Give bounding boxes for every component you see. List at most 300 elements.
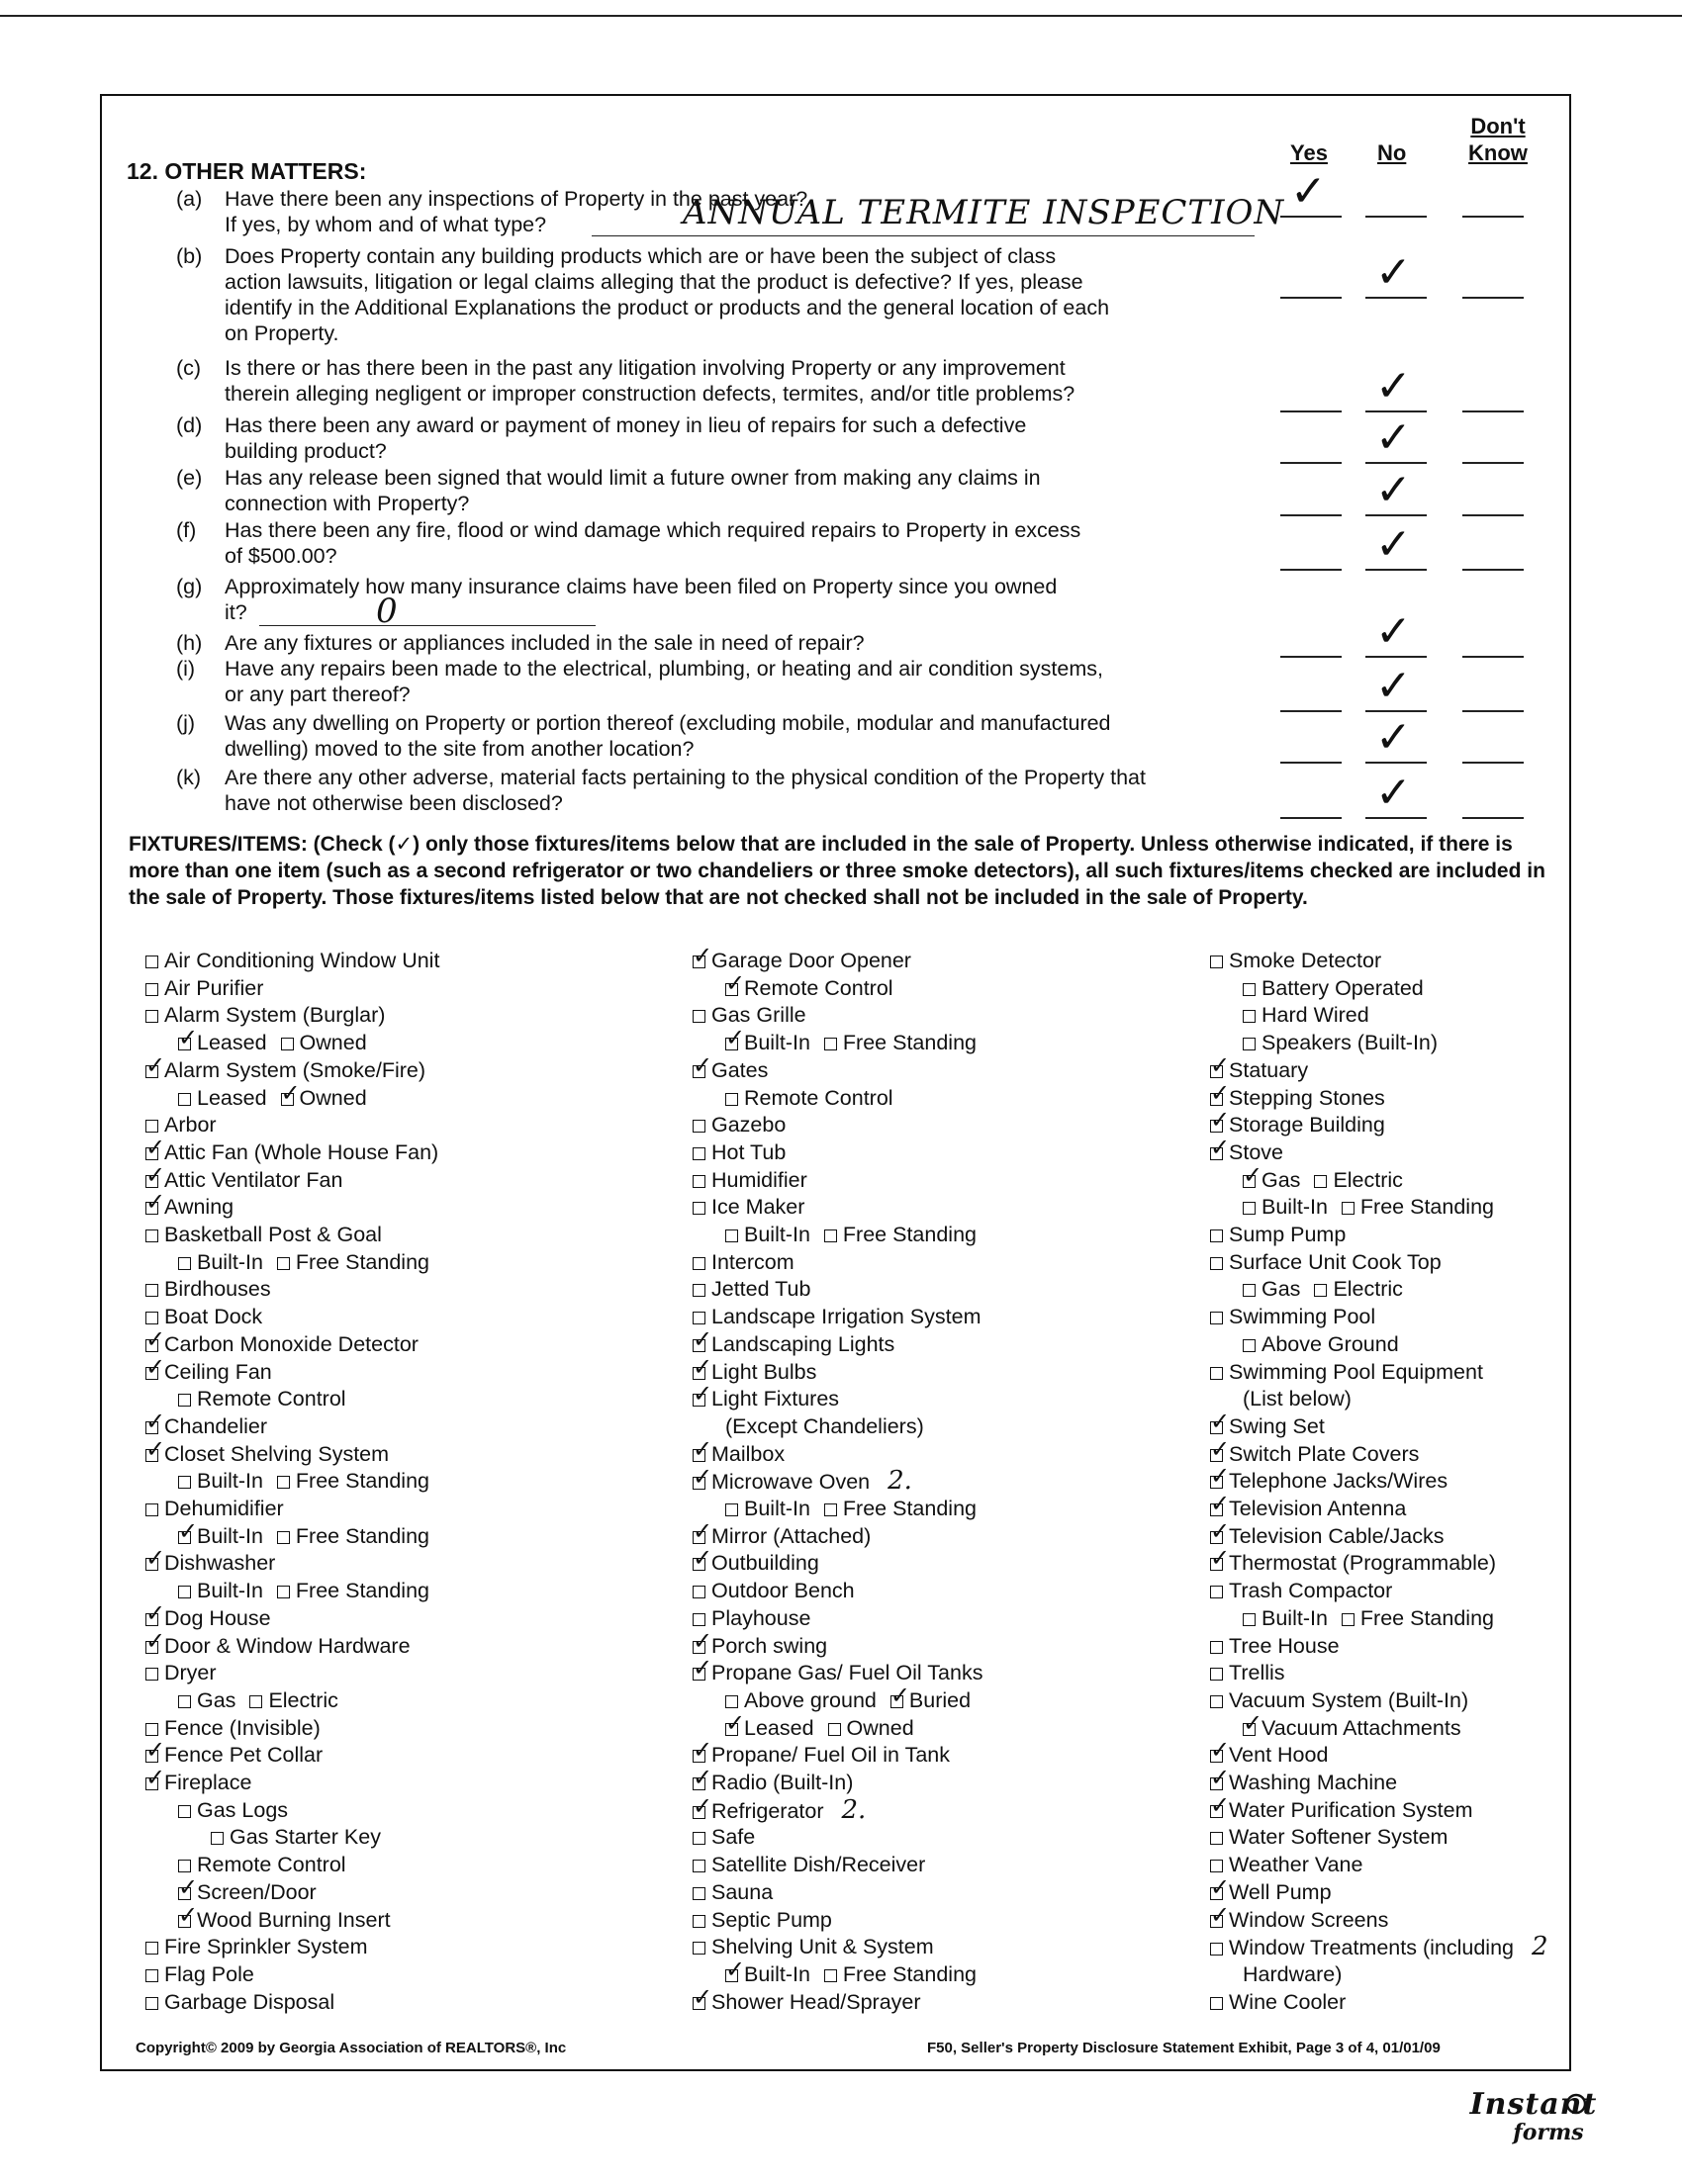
fixture-label: Built-In xyxy=(744,1223,810,1246)
answer-blank-dk[interactable] xyxy=(1462,569,1524,571)
fixture-label: Birdhouses xyxy=(164,1277,271,1302)
fixture-row xyxy=(145,1331,419,1357)
check-mark-icon: ✓ xyxy=(1290,166,1327,217)
fixture-label: Ceiling Fan xyxy=(164,1359,272,1384)
checkbox[interactable] xyxy=(693,956,705,968)
checkbox[interactable] xyxy=(693,1531,705,1544)
checkbox[interactable] xyxy=(145,1367,158,1380)
fixture-label: Intercom xyxy=(711,1249,794,1274)
fixture-row xyxy=(725,1222,977,1247)
fixture-item xyxy=(178,1523,263,1549)
fixture-item xyxy=(178,1797,288,1823)
checkbox[interactable] xyxy=(824,1503,837,1516)
checkbox[interactable] xyxy=(277,1531,290,1544)
checkbox[interactable] xyxy=(1210,1229,1223,1242)
fixture-label: Gas Logs xyxy=(197,1797,289,1822)
checkbox[interactable] xyxy=(1210,1887,1223,1900)
answer-blank-no[interactable] xyxy=(1365,216,1427,218)
fixture-row xyxy=(693,1633,827,1659)
check-mark-icon: ✓ xyxy=(1375,606,1412,657)
fixture-item xyxy=(145,1770,251,1795)
fixture-item xyxy=(145,1276,271,1302)
fixture-label: Dehumidifier xyxy=(164,1497,284,1520)
fixture-label: Gas xyxy=(197,1687,236,1712)
fixture-label: Air Conditioning Window Unit xyxy=(164,949,440,972)
checkbox[interactable] xyxy=(145,1284,158,1297)
fixture-label: Buried xyxy=(908,1687,972,1712)
checkbox[interactable] xyxy=(145,983,158,996)
answer-blank-dk[interactable] xyxy=(1462,297,1524,299)
checkbox[interactable] xyxy=(693,1777,705,1790)
checkbox[interactable] xyxy=(693,1367,705,1380)
fixture-item xyxy=(145,1167,342,1193)
fixture-item xyxy=(693,1824,755,1850)
checkbox[interactable] xyxy=(145,1202,158,1215)
fixture-item xyxy=(178,1907,391,1933)
checkbox[interactable] xyxy=(1210,1503,1223,1516)
fixture-item xyxy=(178,1578,263,1603)
checkbox[interactable] xyxy=(178,1695,191,1708)
fixture-label: Wine Cooler xyxy=(1229,1989,1347,2014)
fixture-row xyxy=(178,1085,367,1111)
fixture-row xyxy=(1210,1770,1397,1795)
question-text-line: Does Property contain any building products which are or have been the subject of class xyxy=(225,244,1057,268)
checkbox[interactable] xyxy=(693,1449,705,1462)
fixture-row xyxy=(178,1687,338,1713)
checkbox[interactable] xyxy=(693,1915,705,1928)
checkbox[interactable] xyxy=(145,1641,158,1654)
answer-blank-yes[interactable] xyxy=(1280,710,1342,712)
fixture-label: Built-In xyxy=(197,1579,263,1603)
fixture-row xyxy=(693,1770,853,1795)
fixture-item xyxy=(1342,1605,1494,1631)
checkbox[interactable] xyxy=(725,1695,738,1708)
checkbox[interactable] xyxy=(1210,1915,1223,1928)
checkbox[interactable] xyxy=(1210,1805,1223,1818)
fixture-row xyxy=(145,948,439,973)
fixture-item xyxy=(693,1523,871,1549)
fixture-item xyxy=(1210,1496,1406,1521)
fixture-label: Built-In xyxy=(197,1469,263,1494)
checkbox[interactable] xyxy=(693,1668,705,1681)
checkbox[interactable] xyxy=(693,1942,705,1955)
checkbox[interactable] xyxy=(1210,1586,1223,1598)
fixture-row xyxy=(1243,1002,1369,1028)
checkbox[interactable] xyxy=(693,1065,705,1078)
fixture-label: Weather Vane xyxy=(1229,1853,1363,1877)
fixture-label: Water Purification System xyxy=(1229,1797,1473,1822)
checkbox[interactable] xyxy=(693,1339,705,1352)
checkbox[interactable] xyxy=(277,1257,290,1270)
fixture-row xyxy=(145,1961,254,1987)
fixture-item xyxy=(178,1030,267,1055)
fixture-item xyxy=(145,1633,411,1659)
fixture-item xyxy=(1210,1359,1483,1385)
checkbox[interactable] xyxy=(693,1312,705,1324)
checkbox[interactable] xyxy=(1210,1367,1223,1380)
answer-blank-dk[interactable] xyxy=(1462,710,1524,712)
checkbox[interactable] xyxy=(1210,1421,1223,1434)
fixture-item xyxy=(178,1879,317,1905)
answer-blank-dk[interactable] xyxy=(1462,514,1524,516)
checkbox[interactable] xyxy=(693,1613,705,1626)
checkbox[interactable] xyxy=(693,1394,705,1407)
question-letter: (b) xyxy=(176,244,203,268)
checkbox[interactable] xyxy=(693,1257,705,1270)
fixture-row xyxy=(1210,1304,1375,1329)
check-mark-icon: ✓ xyxy=(1375,465,1412,515)
checkbox[interactable] xyxy=(145,1147,158,1160)
answer-blank-yes[interactable] xyxy=(1280,762,1342,764)
checkbox[interactable] xyxy=(1210,1065,1223,1078)
checkbox[interactable] xyxy=(824,1038,837,1050)
checkbox[interactable] xyxy=(145,1942,158,1955)
fixture-item xyxy=(1210,1112,1385,1138)
checkbox[interactable] xyxy=(1210,1832,1223,1845)
question-d xyxy=(176,412,1245,464)
fixture-label: Gas Starter Key xyxy=(230,1825,381,1850)
checkbox[interactable] xyxy=(693,1284,705,1297)
fixture-label: Built-In xyxy=(744,1031,810,1055)
checkbox[interactable] xyxy=(145,1613,158,1626)
checkbox[interactable] xyxy=(725,1093,738,1106)
fixture-label: Air Purifier xyxy=(164,975,264,1000)
fixture-label: Microwave Oven xyxy=(711,1470,871,1495)
checkbox[interactable] xyxy=(693,1202,705,1215)
handwritten-answer[interactable]: ANNUAL TERMITE INSPECTION xyxy=(683,193,1285,232)
column-yes: Yes xyxy=(1290,140,1328,165)
checkbox[interactable] xyxy=(249,1695,262,1708)
fixture-row xyxy=(693,1304,981,1329)
checkbox[interactable] xyxy=(1210,1120,1223,1133)
checkbox[interactable] xyxy=(693,1997,705,2010)
checkbox[interactable] xyxy=(145,1339,158,1352)
check-mark-icon: ✓ xyxy=(1375,412,1412,463)
fixture-row xyxy=(1210,1249,1442,1275)
checkbox[interactable] xyxy=(1210,1943,1223,1956)
checkbox[interactable] xyxy=(693,1832,705,1845)
checkbox[interactable] xyxy=(693,1586,705,1598)
checkbox[interactable] xyxy=(1210,1860,1223,1872)
checkbox[interactable] xyxy=(725,1038,738,1050)
checkbox[interactable] xyxy=(178,1860,191,1872)
question-letter: (c) xyxy=(176,356,202,380)
fixture-label: Porch swing xyxy=(711,1633,828,1658)
checkbox[interactable] xyxy=(890,1695,903,1708)
checkbox[interactable] xyxy=(1210,1641,1223,1654)
fixture-row xyxy=(693,1386,839,1411)
checkbox[interactable] xyxy=(1210,1147,1223,1160)
checkbox[interactable] xyxy=(824,1969,837,1982)
fixture-label: Carbon Monoxide Detector xyxy=(164,1331,419,1356)
fixture-item xyxy=(693,1331,894,1357)
fixture-item xyxy=(693,1167,807,1193)
checkbox[interactable] xyxy=(178,1915,191,1928)
checkbox[interactable] xyxy=(145,1503,158,1516)
answer-blank-yes[interactable] xyxy=(1280,817,1342,819)
fixture-label: Electric xyxy=(1333,1277,1403,1302)
fixture-label: Light Fixtures xyxy=(711,1387,840,1411)
fixture-item xyxy=(1210,1633,1340,1659)
fixture-row xyxy=(725,1496,977,1521)
checkbox[interactable] xyxy=(145,1969,158,1982)
fixture-label: Free Standing xyxy=(842,1961,977,1986)
checkbox[interactable] xyxy=(1210,1695,1223,1708)
checkbox[interactable] xyxy=(1243,1339,1256,1352)
question-text-line: Are there any other adverse, material facts pertaining to the physical condition of the Property that xyxy=(225,766,1146,789)
checkbox[interactable] xyxy=(693,1806,705,1819)
answer-blank-yes[interactable] xyxy=(1280,462,1342,464)
fixture-label: Vacuum System (Built-In) xyxy=(1229,1687,1469,1712)
checkbox[interactable] xyxy=(145,1558,158,1571)
answer-blank-dk[interactable] xyxy=(1462,216,1524,218)
question-text-line: Has any release been signed that would limit a future owner from making any claims in xyxy=(225,466,1041,490)
fixture-row xyxy=(145,1441,389,1467)
fixture-row xyxy=(1243,1331,1399,1357)
checkbox[interactable] xyxy=(145,1421,158,1434)
checkbox[interactable] xyxy=(145,1777,158,1790)
question-b xyxy=(176,243,1245,346)
checkbox[interactable] xyxy=(145,1120,158,1133)
fixture-row xyxy=(1210,1578,1392,1603)
checkbox[interactable] xyxy=(725,1229,738,1242)
handwritten-quantity: 2. xyxy=(841,1794,867,1825)
checkbox[interactable] xyxy=(693,1147,705,1160)
fixture-item xyxy=(145,1359,272,1385)
checkbox[interactable] xyxy=(1210,1750,1223,1763)
fixture-row xyxy=(693,1057,768,1083)
fixture-item xyxy=(693,1386,839,1411)
question-text-line: Was any dwelling on Property or portion thereof (excluding mobile, modular and manufactured xyxy=(225,711,1111,735)
fixture-item xyxy=(693,1057,768,1083)
fixture-row xyxy=(1243,1605,1494,1631)
answer-blank-dk[interactable] xyxy=(1462,762,1524,764)
checkbox[interactable] xyxy=(178,1038,191,1050)
handwritten-answer[interactable]: 0 xyxy=(376,592,399,631)
checkbox[interactable] xyxy=(1342,1202,1355,1215)
checkbox[interactable] xyxy=(145,1175,158,1188)
checkbox[interactable] xyxy=(1210,1257,1223,1270)
checkbox[interactable] xyxy=(1243,1175,1256,1188)
fixture-row xyxy=(693,1824,755,1850)
checkbox[interactable] xyxy=(725,1503,738,1516)
checkbox[interactable] xyxy=(178,1476,191,1489)
checkbox[interactable] xyxy=(145,1449,158,1462)
fixture-label: Built-In xyxy=(1262,1605,1328,1630)
fixture-item xyxy=(693,1112,786,1138)
fixture-item xyxy=(178,1085,267,1111)
checkbox[interactable] xyxy=(1210,1668,1223,1681)
fixture-label: Electric xyxy=(1333,1167,1403,1192)
checkbox[interactable] xyxy=(1243,1010,1256,1023)
checkbox[interactable] xyxy=(281,1093,294,1106)
answer-blank-yes[interactable] xyxy=(1280,410,1342,412)
checkbox[interactable] xyxy=(1342,1613,1355,1626)
checkbox[interactable] xyxy=(145,1750,158,1763)
answer-blank-dk[interactable] xyxy=(1462,462,1524,464)
checkbox[interactable] xyxy=(693,1010,705,1023)
checkbox[interactable] xyxy=(693,1641,705,1654)
answer-blank-yes[interactable] xyxy=(1280,569,1342,571)
fixture-item xyxy=(725,1961,810,1987)
fixture-label: Leased xyxy=(744,1715,814,1740)
checkbox[interactable] xyxy=(725,1723,738,1736)
fixture-row xyxy=(145,1770,251,1795)
checkbox[interactable] xyxy=(178,1586,191,1598)
fixture-item xyxy=(693,1770,853,1795)
answer-blank-dk[interactable] xyxy=(1462,410,1524,412)
checkbox[interactable] xyxy=(828,1723,841,1736)
fixture-label: Telephone Jacks/Wires xyxy=(1229,1469,1448,1494)
checkbox[interactable] xyxy=(1210,956,1223,968)
checkbox[interactable] xyxy=(277,1476,290,1489)
checkbox[interactable] xyxy=(693,1120,705,1133)
fixture-item xyxy=(1342,1194,1494,1220)
fixture-label: Remote Control xyxy=(197,1387,346,1411)
answer-blank-yes[interactable] xyxy=(1280,297,1342,299)
checkbox[interactable] xyxy=(693,1887,705,1900)
fixture-item xyxy=(1210,1222,1346,1247)
checkbox[interactable] xyxy=(178,1887,191,1900)
checkbox[interactable] xyxy=(1243,1038,1256,1050)
checkbox[interactable] xyxy=(211,1832,224,1845)
fixture-row xyxy=(145,1359,272,1385)
fixture-label: Fence (Invisible) xyxy=(164,1715,321,1740)
checkbox[interactable] xyxy=(145,1723,158,1736)
fixture-label: Well Pump xyxy=(1229,1879,1332,1904)
checkbox[interactable] xyxy=(693,1558,705,1571)
checkbox[interactable] xyxy=(1210,1476,1223,1489)
fixture-item xyxy=(693,1468,912,1495)
answer-blanks xyxy=(1280,166,1538,220)
fixture-label: Chandelier xyxy=(164,1413,267,1438)
fixture-row xyxy=(1243,1276,1403,1302)
fixture-row xyxy=(178,1879,317,1905)
question-letter: (h) xyxy=(176,631,203,655)
checkbox[interactable] xyxy=(145,1668,158,1681)
fixture-item xyxy=(824,1030,977,1055)
check-mark-icon: ✓ xyxy=(1375,768,1412,818)
checkbox[interactable] xyxy=(1314,1284,1327,1297)
fixture-row xyxy=(1243,1961,1342,1987)
checkbox[interactable] xyxy=(693,1860,705,1872)
fixture-item xyxy=(1314,1276,1402,1302)
answer-blank-yes[interactable] xyxy=(1280,514,1342,516)
checkbox[interactable] xyxy=(693,1175,705,1188)
fixture-item xyxy=(145,948,439,973)
checkbox[interactable] xyxy=(1243,1613,1256,1626)
fixture-item xyxy=(145,1934,368,1959)
checkbox[interactable] xyxy=(145,956,158,968)
fixture-row xyxy=(145,1276,271,1302)
fixture-item xyxy=(693,1276,810,1302)
checkbox[interactable] xyxy=(178,1394,191,1407)
checkbox[interactable] xyxy=(1210,1997,1223,2010)
checkbox[interactable] xyxy=(1314,1175,1327,1188)
checkbox[interactable] xyxy=(1210,1093,1223,1106)
checkbox[interactable] xyxy=(824,1229,837,1242)
checkbox[interactable] xyxy=(178,1093,191,1106)
checkbox[interactable] xyxy=(1243,1723,1256,1736)
answer-blank-dk[interactable] xyxy=(1462,817,1524,819)
checkbox[interactable] xyxy=(178,1531,191,1544)
checkbox[interactable] xyxy=(178,1805,191,1818)
fixture-item xyxy=(145,1715,321,1741)
question-text-line: dwelling) moved to the site from another location? xyxy=(225,737,695,761)
checkbox[interactable] xyxy=(725,1969,738,1982)
fixture-row xyxy=(693,1167,807,1193)
checkbox[interactable] xyxy=(1243,983,1256,996)
checkbox[interactable] xyxy=(145,1312,158,1324)
fixture-label: Statuary xyxy=(1229,1057,1309,1082)
fixture-label: Free Standing xyxy=(295,1579,429,1603)
checkbox[interactable] xyxy=(1210,1312,1223,1324)
answer-column-headers xyxy=(1276,107,1543,166)
fixture-row xyxy=(145,1496,284,1521)
checkbox[interactable] xyxy=(1243,1284,1256,1297)
checkbox[interactable] xyxy=(1210,1558,1223,1571)
fixture-item xyxy=(1243,1167,1300,1193)
checkbox[interactable] xyxy=(693,1477,705,1490)
fixture-label: Free Standing xyxy=(1359,1195,1494,1220)
fixture-item xyxy=(1210,1578,1392,1603)
checkbox[interactable] xyxy=(1210,1531,1223,1544)
checkbox[interactable] xyxy=(1210,1449,1223,1462)
fixture-row xyxy=(145,1167,342,1193)
fixture-row xyxy=(1210,1441,1419,1467)
fixture-label: Attic Fan (Whole House Fan) xyxy=(164,1139,439,1164)
question-letter: (f) xyxy=(176,518,197,542)
fixture-item xyxy=(725,1413,924,1439)
fixture-row xyxy=(693,1550,819,1576)
question-i xyxy=(176,656,1245,707)
fixture-row xyxy=(1210,1112,1385,1138)
answer-blank-dk[interactable] xyxy=(1462,656,1524,658)
checkbox[interactable] xyxy=(145,1010,158,1023)
fixture-label: Remote Control xyxy=(744,1085,893,1110)
answer-blank-yes[interactable] xyxy=(1280,656,1342,658)
checkbox[interactable] xyxy=(145,1997,158,2010)
fixture-label: Hard Wired xyxy=(1262,1003,1369,1028)
question-text-line: on Property. xyxy=(225,321,339,345)
fixture-item xyxy=(277,1468,429,1494)
fixture-label: Sump Pump xyxy=(1229,1223,1347,1246)
checkbox[interactable] xyxy=(178,1257,191,1270)
fixture-item xyxy=(1210,1550,1496,1576)
fixture-item xyxy=(824,1496,977,1521)
checkbox[interactable] xyxy=(725,983,738,996)
checkbox[interactable] xyxy=(1243,1202,1256,1215)
fixture-label: Safe xyxy=(711,1825,756,1850)
checkbox[interactable] xyxy=(1210,1777,1223,1790)
checkbox[interactable] xyxy=(281,1038,294,1050)
checkbox[interactable] xyxy=(145,1065,158,1078)
fixture-item xyxy=(1243,1194,1328,1220)
fixture-label: Screen/Door xyxy=(197,1879,317,1904)
fixture-label: Trash Compactor xyxy=(1229,1579,1393,1603)
checkbox[interactable] xyxy=(277,1586,290,1598)
fixture-item xyxy=(1210,1249,1442,1275)
fixture-label: Leased xyxy=(197,1085,267,1110)
column-dont-know: Don't Know xyxy=(1468,114,1528,165)
checkbox[interactable] xyxy=(693,1750,705,1763)
checkbox[interactable] xyxy=(145,1229,158,1242)
fixture-item xyxy=(1210,1989,1346,2015)
question-c xyxy=(176,355,1245,407)
logo-line1: Instant xyxy=(1469,2087,1598,2122)
fixture-row xyxy=(145,1633,411,1659)
fixture-label: Television Antenna xyxy=(1229,1497,1407,1520)
